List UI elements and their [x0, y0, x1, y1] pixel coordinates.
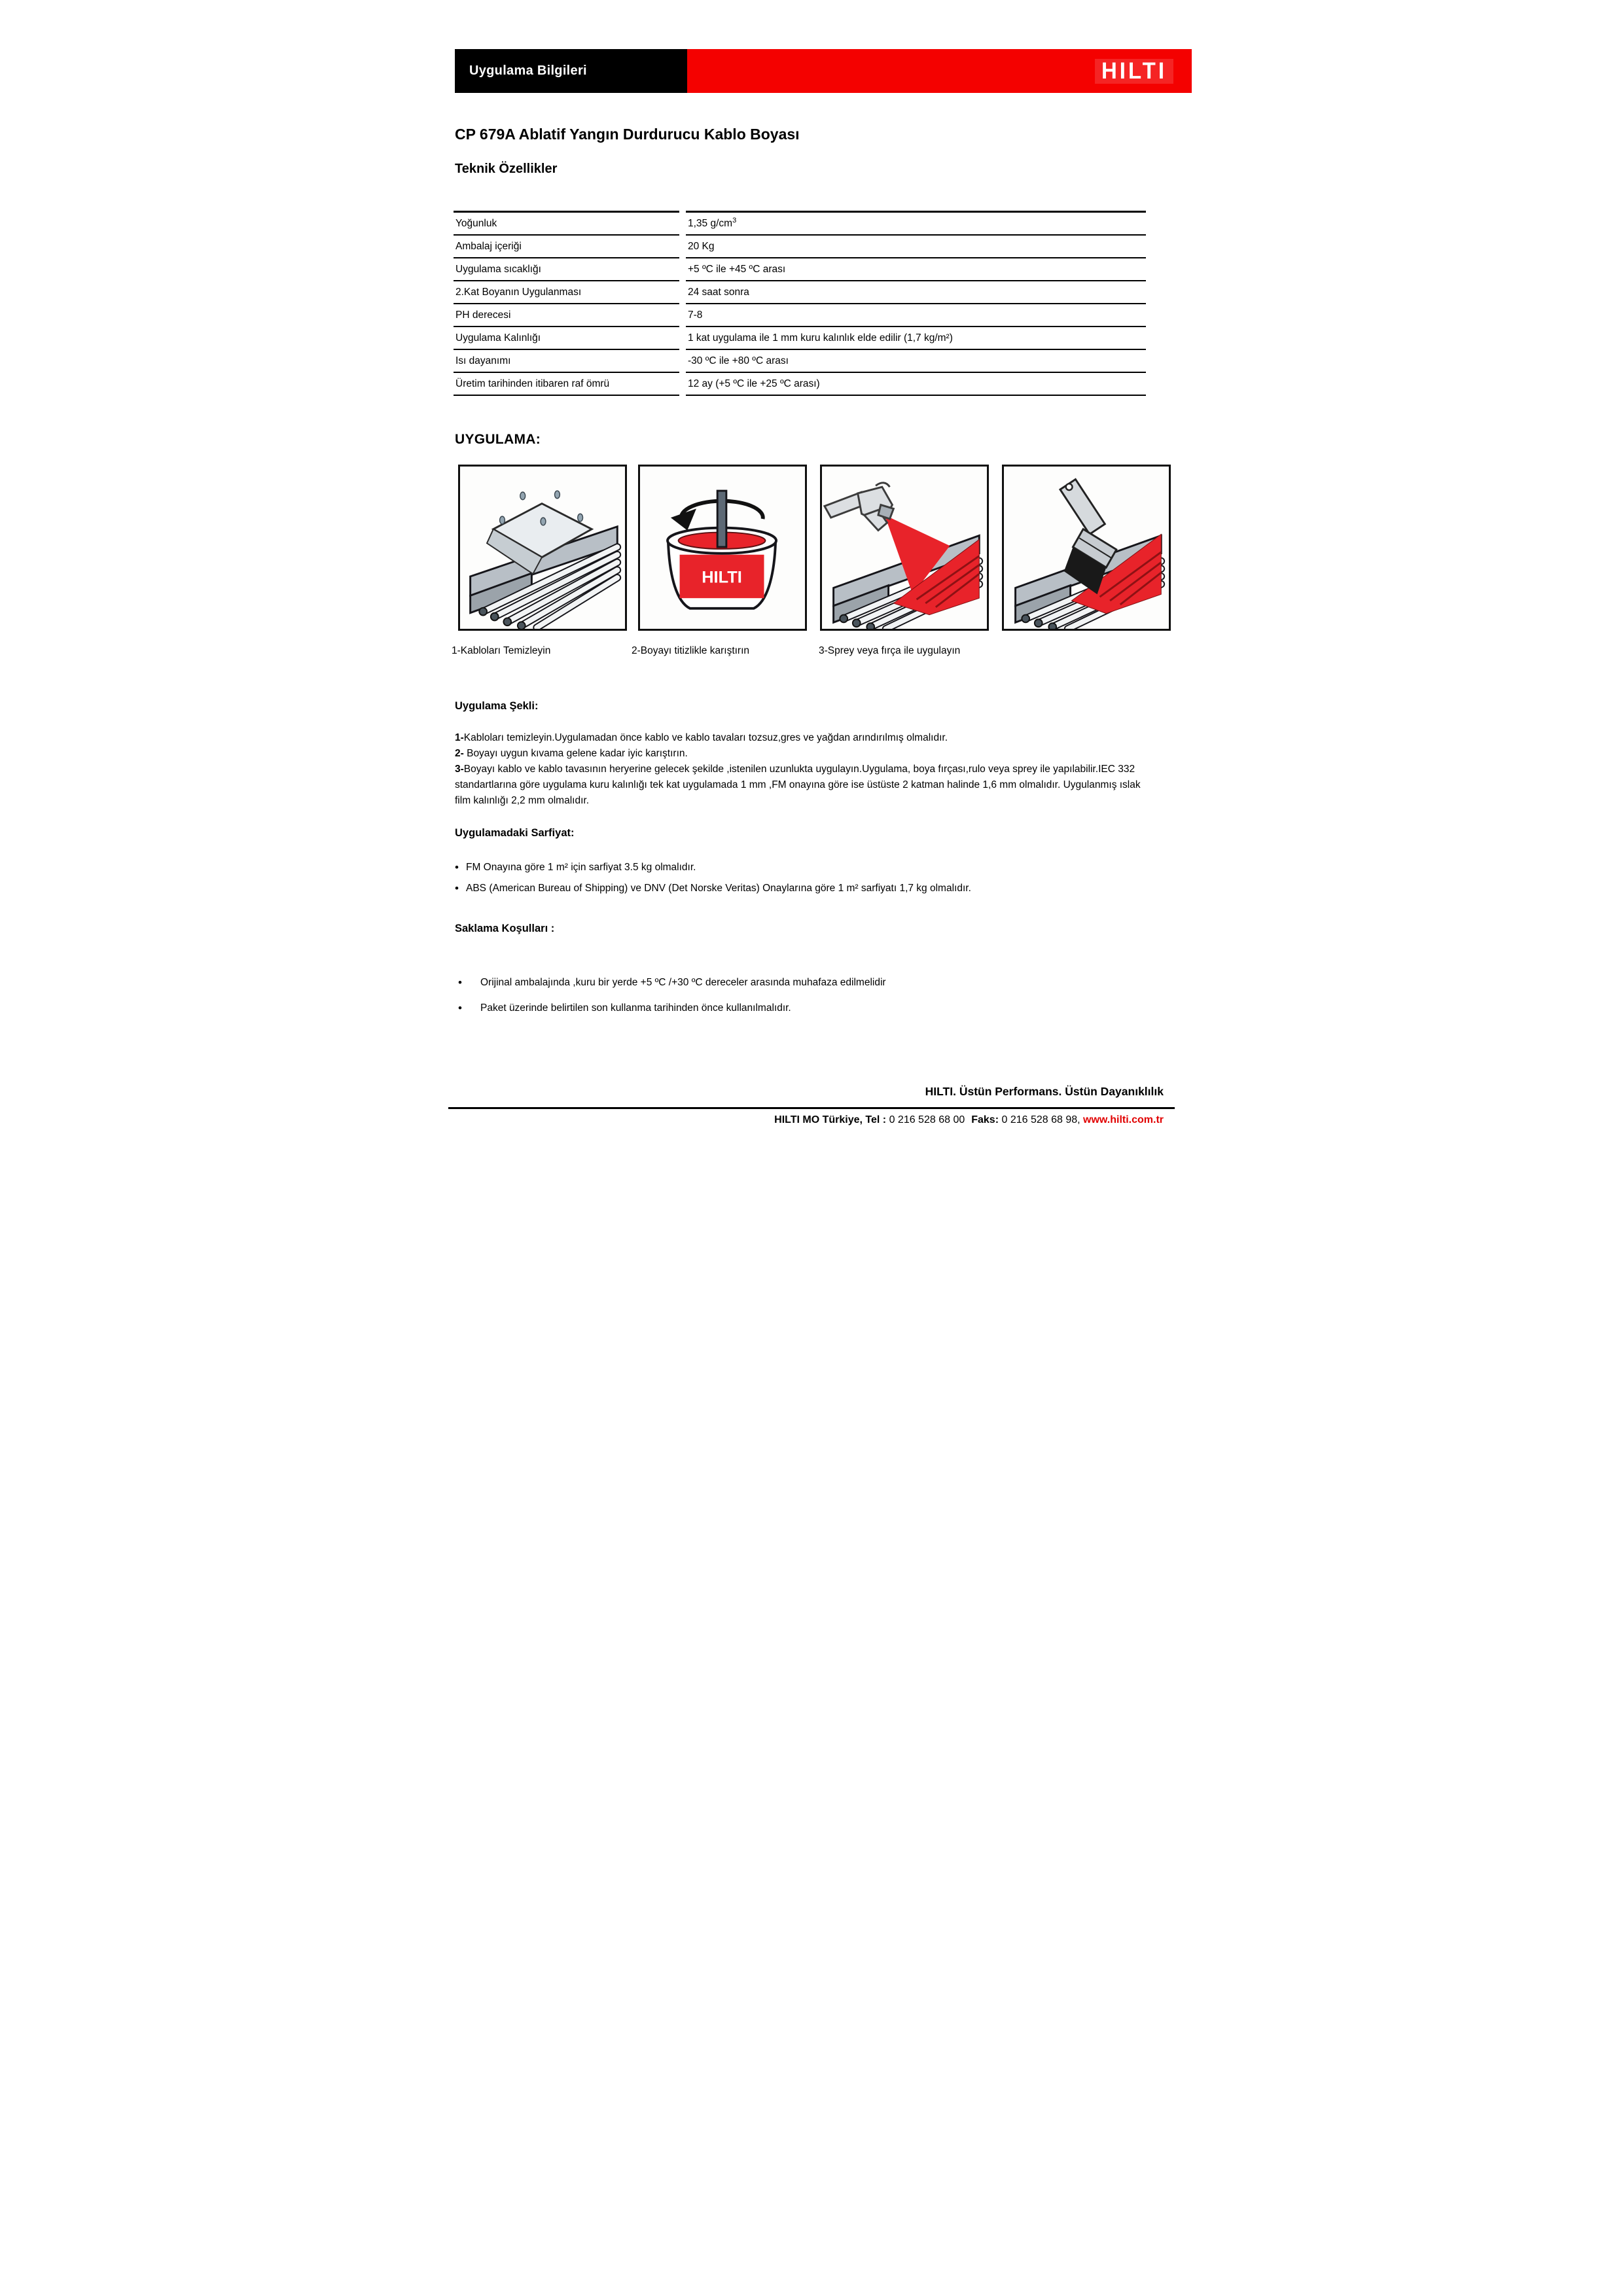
illustration-step3-brush-apply	[1002, 465, 1171, 631]
spec-value: 1 kat uygulama ile 1 mm kuru kalınlık elde edilir (1,7 kg/m²)	[686, 327, 1146, 350]
spec-label: Ambalaj içeriği	[454, 236, 679, 258]
bullet-icon	[455, 881, 466, 897]
list-item	[458, 1000, 1149, 1017]
mix-bucket-illustration-icon	[640, 467, 805, 629]
bullet-text: FM Onayına göre 1 m² için sarfiyat 3.5 kg olmalıdır.	[466, 862, 696, 873]
bullet-text: ABS (American Bureau of Shipping) ve DNV (Det Norske Veritas) Onaylarına göre 1 m² sarfiyatı 1,7 kg olmalıdır.	[466, 883, 971, 894]
hilti-logo	[1095, 59, 1173, 84]
clean-cables-illustration-icon	[460, 467, 625, 629]
paint-brush-illustration-icon	[1004, 467, 1169, 629]
caption-step3: 3-Sprey veya fırça ile uygulayın	[819, 645, 961, 656]
table-row	[454, 304, 1146, 327]
footer-divider	[448, 1107, 1175, 1109]
storage-list	[458, 975, 1149, 1026]
spec-value: 12 ay (+5 ºC ile +25 ºC arası)	[686, 373, 1146, 396]
header-red-band	[687, 49, 1192, 93]
section-title-technical-specs: Teknik Özellikler	[455, 162, 558, 176]
header-bar-title: Uygulama Bilgileri	[469, 63, 587, 78]
footer-fax-label: Faks:	[971, 1114, 999, 1125]
list-item	[455, 860, 1150, 876]
bucket-label: HILTI	[702, 568, 742, 587]
section-title-application: UYGULAMA:	[455, 432, 541, 447]
footer-contact	[774, 1114, 1164, 1126]
step-number: 3-	[455, 764, 464, 775]
section-title-consumption: Uygulamadaki Sarfiyat:	[455, 827, 575, 839]
section-title-storage: Saklama Koşulları :	[455, 923, 555, 934]
document-page	[406, 0, 1217, 1148]
spec-label: 2.Kat Boyanın Uygulanması	[454, 281, 679, 304]
consumption-list	[455, 860, 1150, 902]
caption-step2: 2-Boyayı titizlikle karıştırın	[632, 645, 750, 656]
list-item	[455, 881, 1150, 897]
table-row	[454, 327, 1146, 350]
footer-phone: 0 216 528 68 00	[886, 1114, 965, 1125]
illustration-step1-clean-cables	[458, 465, 627, 631]
bullet-text: Orijinal ambalajında ,kuru bir yerde +5 ºC /+30 ºC dereceler arasında muhafaza edilmelidir	[480, 977, 886, 988]
spec-value: 20 Kg	[686, 236, 1146, 258]
spec-value: 24 saat sonra	[686, 281, 1146, 304]
table-row	[454, 281, 1146, 304]
spec-label: Yoğunluk	[454, 211, 679, 236]
spec-label: PH derecesi	[454, 304, 679, 327]
product-title: CP 679A Ablatif Yangın Durdurucu Kablo Boyası	[455, 126, 800, 143]
spec-label: Isı dayanımı	[454, 350, 679, 373]
table-row	[454, 350, 1146, 373]
bullet-icon	[458, 1000, 480, 1017]
bullet-text: Paket üzerinde belirtilen son kullanma tarihinden önce kullanılmalıdır.	[480, 1002, 791, 1014]
application-step-text: 2- Boyayı uygun kıvama gelene kadar iyic karıştırın.	[455, 748, 688, 759]
table-row	[454, 373, 1146, 396]
spec-value: -30 ºC ile +80 ºC arası	[686, 350, 1146, 373]
step-number: 1-	[455, 732, 464, 743]
table-row	[454, 258, 1146, 281]
hilti-logo-text: HILTI	[1101, 57, 1167, 83]
spec-label: Uygulama Kalınlığı	[454, 327, 679, 350]
spec-value: 1,35 $g/cm^3$	[686, 211, 1146, 236]
step-number: 2-	[455, 748, 464, 759]
list-item	[458, 975, 1149, 991]
footer-tagline: HILTI. Üstün Performans. Üstün Dayanıklılık	[925, 1085, 1164, 1098]
caption-step1: 1-Kabloları Temizleyin	[452, 645, 551, 656]
illustration-step3-spray-apply	[820, 465, 989, 631]
footer-contact-prefix: HILTI MO Türkiye, Tel :	[774, 1114, 887, 1125]
bullet-icon	[458, 975, 480, 991]
header-bar	[455, 49, 1192, 93]
spec-label: Üretim tarihinden itibaren raf ömrü	[454, 373, 679, 396]
section-title-application-method: Uygulama Şekli:	[455, 700, 539, 712]
table-row	[454, 211, 1146, 236]
spec-value: 7-8	[686, 304, 1146, 327]
spec-value: +5 ºC ile +45 ºC arası	[686, 258, 1146, 281]
header-black-band	[455, 49, 687, 93]
illustration-step2-mix-paint	[638, 465, 807, 631]
bullet-icon	[455, 860, 466, 876]
table-row	[454, 236, 1146, 258]
website-link[interactable]: www.hilti.com.tr	[1083, 1114, 1164, 1125]
application-step-text: 3-Boyayı kablo ve kablo tavasının heryerine gelecek şekilde ,istenilen uzunlukta uygulayın.Uygulama, boya fırçası,rulo veya sprey ile yapılabilir.IEC 332 standartlarına göre uygulama kuru kalınlığı tek kat uygulamada 1 mm ,FM onayına göre ise üstüste 2 katman halinde 1,6 mm olmalıdır. Uygulanmış ıslak film kalınlığı 2,2 mm olmalıdır.	[455, 764, 1141, 806]
spec-label: Uygulama sıcaklığı	[454, 258, 679, 281]
superscript: 3	[732, 216, 737, 224]
application-steps	[455, 730, 1150, 809]
application-step-text: 1-Kabloları temizleyin.Uygulamadan önce kablo ve kablo tavaları tozsuz,gres ve yağdan arındırılmış olmalıdır.	[455, 732, 948, 743]
footer-fax-number: 0 216 528 68 98,	[999, 1114, 1084, 1125]
spec-table	[454, 211, 1146, 396]
spray-gun-illustration-icon	[822, 467, 987, 629]
